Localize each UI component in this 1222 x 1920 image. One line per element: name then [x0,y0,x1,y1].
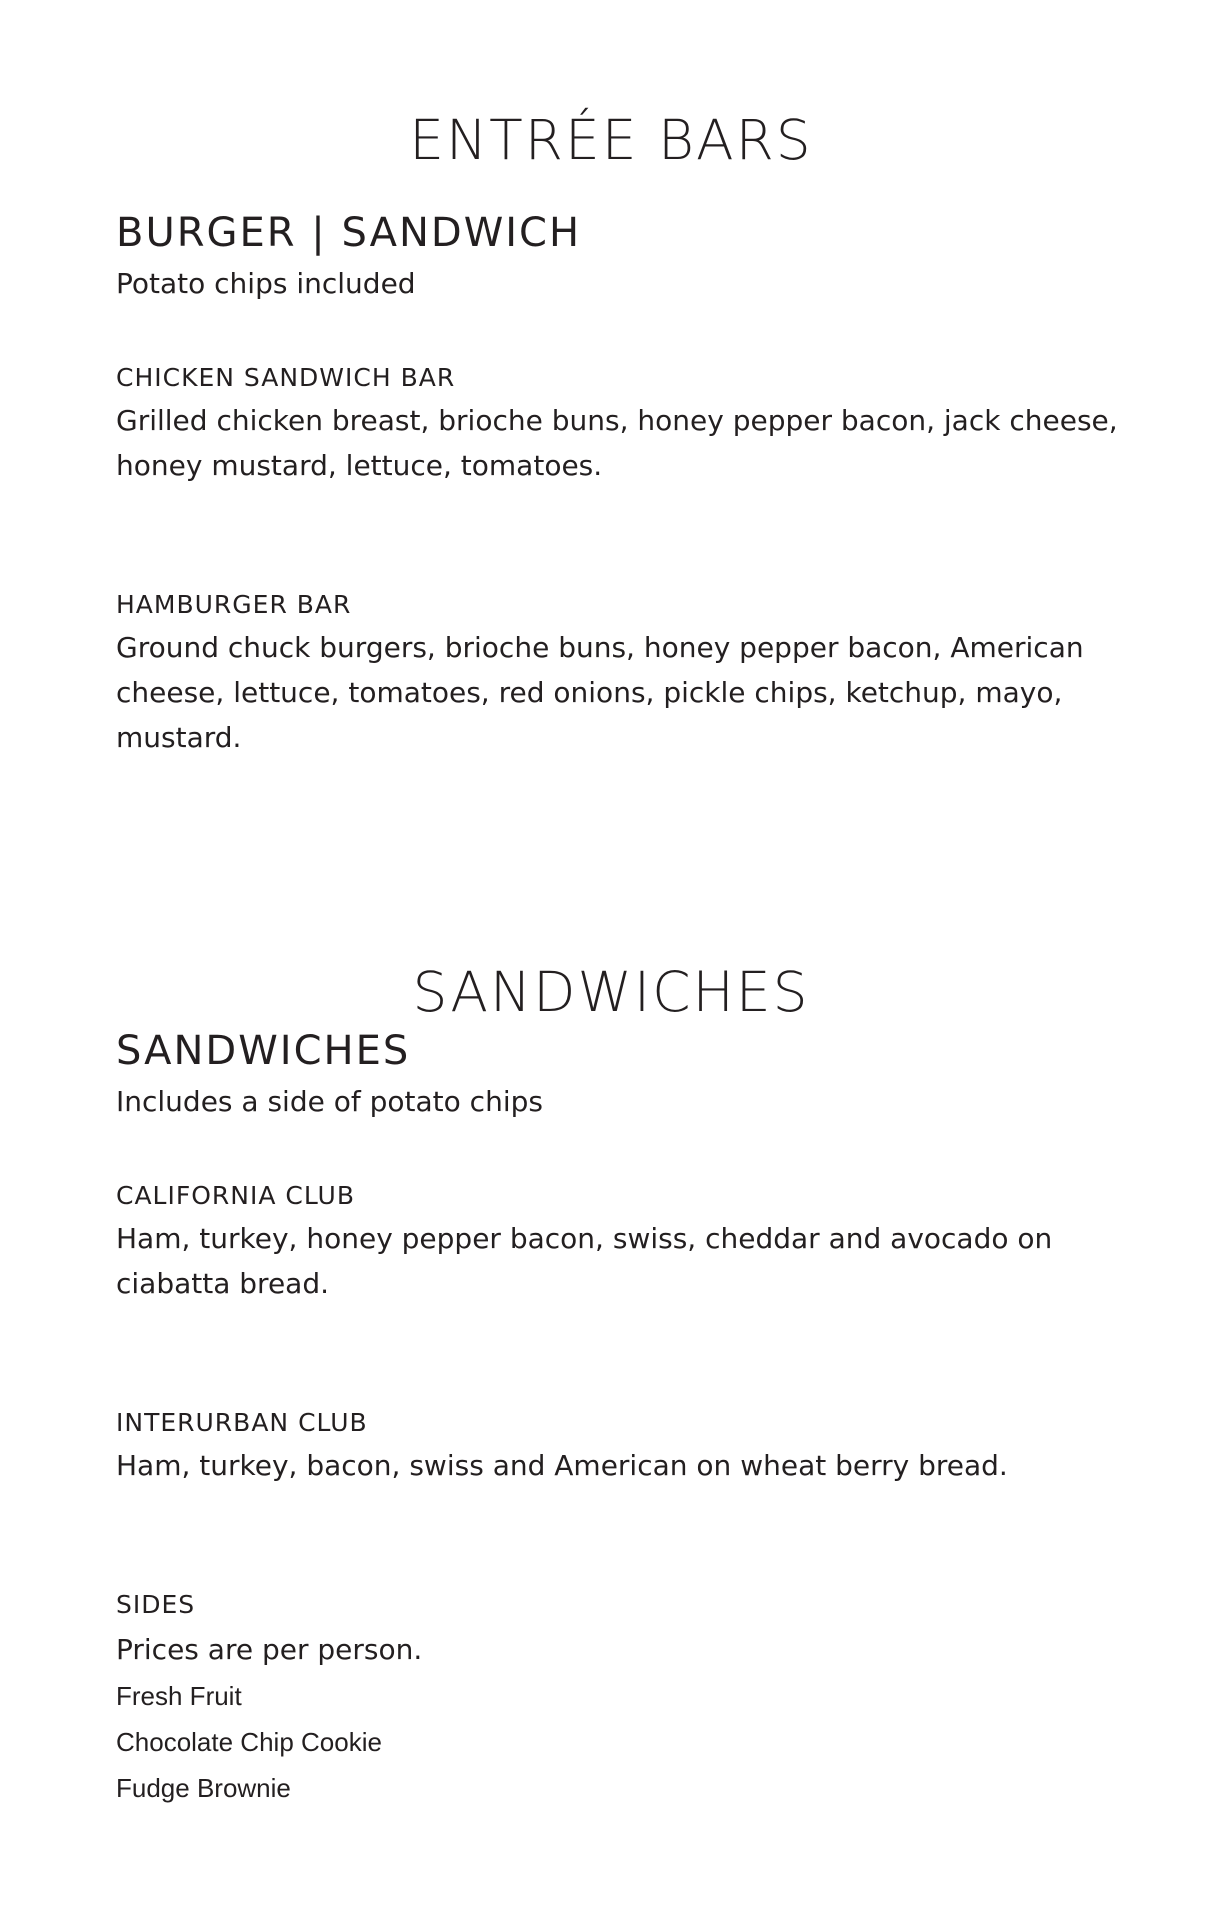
potato-chips-note: Potato chips included [116,267,416,300]
hamburger-bar-name: HAMBURGER BAR [116,590,352,619]
chicken-sandwich-bar-description: Grilled chicken breast, brioche buns, honey pepper bacon, jack cheese, honey mustard, lettuce, tomatoes. [116,404,1118,482]
interurban-club-name: INTERURBAN CLUB [116,1408,368,1437]
hamburger-bar-description: Ground chuck burgers, brioche buns, honey pepper bacon, American cheese, lettuce, tomatoes, red onions, pickle chips, ketchup, mayo, mustard. [116,631,1084,754]
entree-bars-title: ENTRÉE BARS [409,108,813,172]
burger-sandwich-heading: BURGER | SANDWICH [116,210,582,256]
sides-heading: SIDES [116,1590,196,1619]
california-club-name: CALIFORNIA CLUB [116,1181,355,1210]
sandwiches-heading: SANDWICHES [116,1028,411,1074]
california-club-description: Ham, turkey, honey pepper bacon, swiss, cheddar and avocado on ciabatta bread. [116,1222,1053,1300]
sandwiches-title: SANDWICHES [412,960,810,1024]
sandwiches-note: Includes a side of potato chips [116,1085,543,1118]
chicken-sandwich-bar-name: CHICKEN SANDWICH BAR [116,363,456,392]
side-item: Chocolate Chip Cookie [116,1727,382,1757]
interurban-club-description: Ham, turkey, bacon, swiss and American on wheat berry bread. [116,1449,1008,1482]
sides-note: Prices are per person. [116,1633,423,1666]
side-item: Fudge Brownie [116,1773,291,1803]
side-item: Fresh Fruit [116,1681,242,1711]
